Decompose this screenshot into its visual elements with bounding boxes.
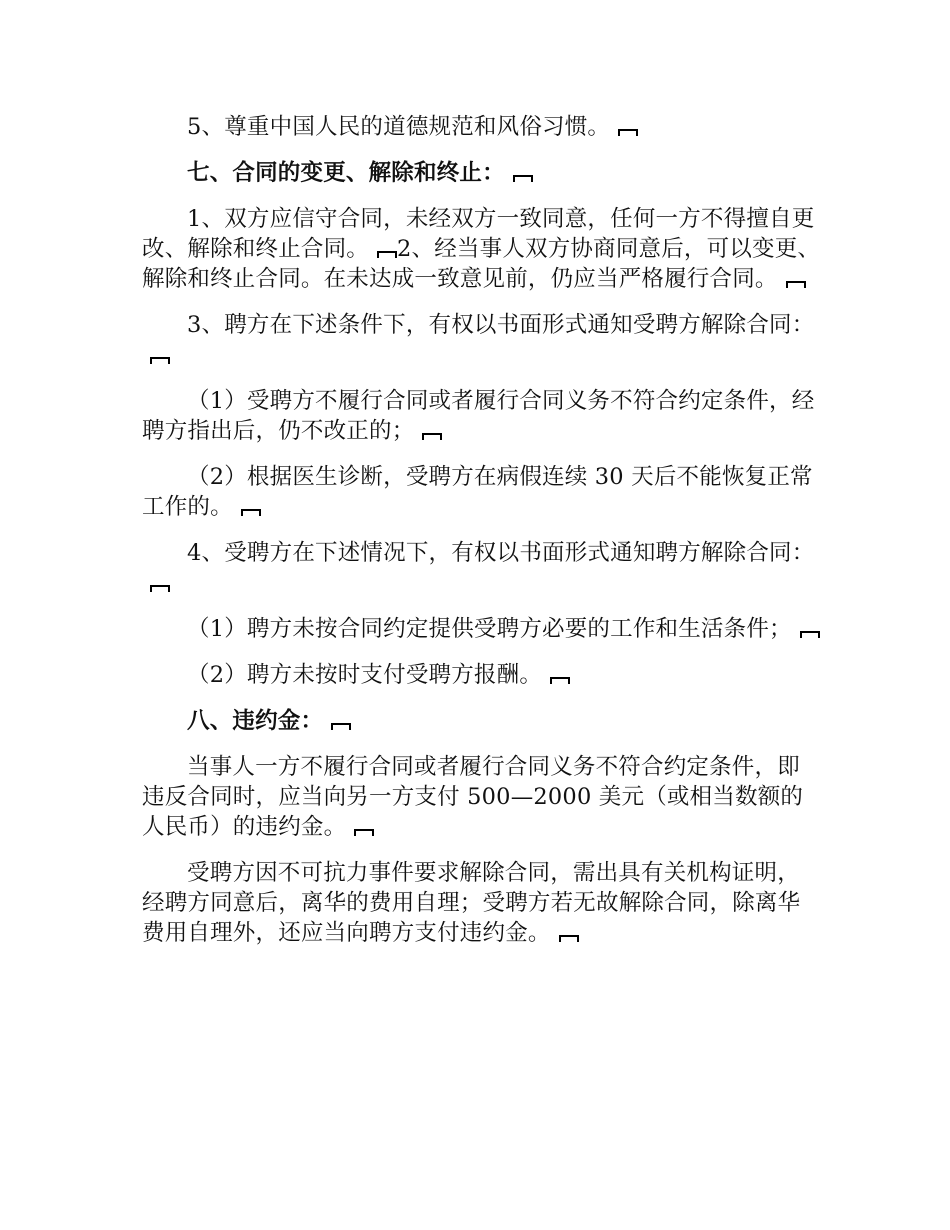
paragraph-mark-icon — [377, 249, 397, 258]
paragraph-item-3 — [142, 310, 822, 370]
paragraph-mark-icon — [150, 583, 170, 592]
paragraph-mark-icon — [241, 507, 261, 516]
sub-item-4-1 — [142, 614, 822, 644]
paragraph-mark-icon — [331, 721, 351, 730]
paragraph-text: 当事人一方不履行合同或者履行合同义务不符合约定条件，即违反合同时，应当向另一方支付 500—2000 美元（或相当数额的人民币）的违约金。 — [142, 754, 804, 840]
paragraph-mark-icon — [422, 431, 442, 440]
paragraph-text: （2）根据医生诊断，受聘方在病假连续 30 天后不能恢复正常工作的。 — [142, 464, 813, 520]
paragraph-text: 3、聘方在下述条件下，有权以书面形式通知受聘方解除合同： — [187, 312, 815, 338]
heading-text: 八、违约金： — [187, 708, 324, 734]
paragraph-penalty-amount — [142, 752, 822, 842]
sub-item-4-2 — [142, 660, 822, 690]
paragraph-mark-icon — [800, 629, 820, 638]
paragraph-item-4 — [142, 538, 822, 598]
section-heading-contract-change — [142, 158, 822, 188]
paragraph-text: （1）受聘方不履行合同或者履行合同义务不符合约定条件，经聘方指出后，仍不改正的； — [142, 388, 815, 444]
paragraph-mark-icon — [513, 173, 533, 182]
section-heading-penalty — [142, 706, 822, 736]
sub-item-3-2 — [142, 462, 822, 522]
paragraph-text: 4、受聘方在下述情况下，有权以书面形式通知聘方解除合同： — [187, 540, 815, 566]
paragraph-mark-icon — [550, 675, 570, 684]
sub-item-3-1 — [142, 386, 822, 446]
paragraph-mark-icon — [150, 355, 170, 364]
paragraph-text: （2）聘方未按时支付受聘方报酬。 — [187, 662, 543, 688]
paragraph-text: （1）聘方未按合同约定提供受聘方必要的工作和生活条件； — [187, 616, 792, 642]
paragraph-mark-icon — [786, 279, 806, 288]
paragraph-force-majeure — [142, 858, 822, 948]
paragraph-text: 1、双方应信守合同，未经双方一致同意，任何一方不得擅自更改、解除和终止合同。 — [142, 206, 815, 262]
paragraph-mark-icon — [354, 827, 374, 836]
paragraph-text: 5、尊重中国人民的道德规范和风俗习惯。 — [187, 114, 611, 140]
paragraph-mark-icon — [618, 127, 638, 136]
document-body — [142, 112, 822, 964]
paragraph-text: 受聘方因不可抗力事件要求解除合同，需出具有关机构证明，经聘方同意后，离华的费用自理；受聘方若无故解除合同，除离华费用自理外，还应当向聘方支付违约金。 — [142, 860, 801, 946]
heading-text: 七、合同的变更、解除和终止： — [187, 160, 505, 186]
paragraph-mark-icon — [559, 933, 579, 942]
paragraph-item-1-2 — [142, 204, 822, 294]
paragraph-text-continued: 2、经当事人双方协商同意后，可以变更、解除和终止合同。在未达成一致意见前，仍应当严格履行合同。 — [142, 236, 821, 292]
paragraph-item-5 — [142, 112, 822, 142]
